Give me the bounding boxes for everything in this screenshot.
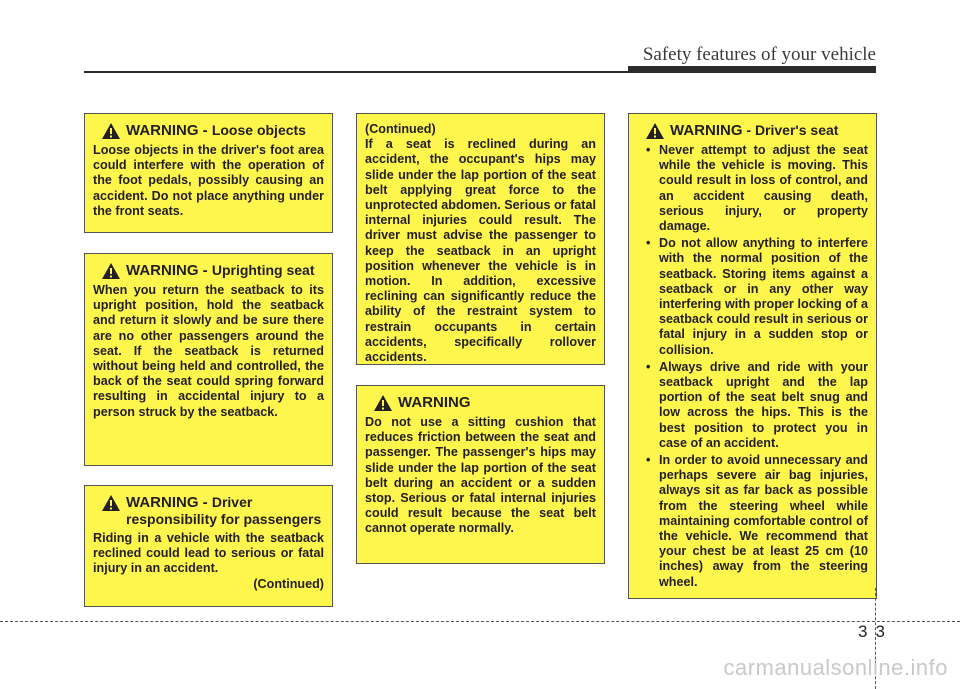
warning-label: WARNING - — [126, 494, 212, 511]
warning-title — [637, 122, 868, 140]
continued-label: (Continued) — [253, 576, 324, 591]
warning-sitting-cushion-box — [356, 385, 605, 564]
warning-subject: Uprighting seat — [211, 262, 315, 278]
header-rule — [84, 71, 876, 73]
warning-label: WARNING - — [126, 262, 212, 279]
warning-title — [365, 394, 596, 412]
warning-subject: - Driver's seat — [742, 122, 839, 138]
warning-text: Riding in a vehicle with the seatback reclined could lead to serious or fatal injury in an accident. — [93, 531, 324, 576]
continued-warning-box — [356, 113, 605, 365]
warning-drivers-seat-box — [628, 113, 877, 599]
bullet-item: • Never attempt to adjust the seat while the vehicle is moving. This could result in loss of control, and an accident causing death, serious injury, or property damage. — [637, 143, 868, 234]
bullet-item: • In order to avoid unnecessary and perhaps severe air bag injuries, always sit as far back as possible from the steering wheel while maintaining comfortable control of the vehicle. We recommend that your chest be at least 25 cm (10 inches) away from the steering wheel. — [637, 453, 868, 590]
bullet-item: • Always drive and ride with your seatback upright and the lap portion of the seat belt snug and low across the hips. This is the best position to protect you in case of an accident. — [637, 360, 868, 451]
warning-triangle-icon — [373, 394, 393, 412]
warning-driver-responsibility-box — [84, 485, 333, 607]
warning-title — [93, 262, 324, 280]
warning-text: If a seat is reclined during an accident, the occupant's hips may slide under the lap portion of the seat belt applying great force to the unprotected abdomen. Serious or fatal internal injuries could result. The driver must advise the passenger to keep the seatback in an upright position whenever the vehicle is in motion. In addition, excessive reclining can significantly reduce the ability of the restraint system to restrain occupants in certain accidents, specifically rollover accidents. — [365, 137, 596, 365]
warning-triangle-icon — [101, 262, 121, 280]
warning-text: Do not use a sitting cushion that reduces friction between the seat and passenger. The passenger's hips may slide under the lap portion of the seat belt during an accident or a sudden stop. Serious or fatal internal injuries could result because the seat belt cannot operate normally. — [365, 415, 596, 536]
warning-subject: Driver responsibility for passengers — [126, 494, 322, 527]
footer-dashed-line — [0, 621, 960, 622]
warning-subject: Loose objects — [211, 122, 306, 138]
warning-title — [93, 494, 324, 528]
watermark: carmanualsonline.info — [723, 655, 948, 680]
warning-loose-objects-box — [84, 113, 333, 233]
continued-label: (Continued) — [365, 122, 436, 136]
warning-text: When you return the seatback to its upright position, hold the seatback and return it slowly and be sure there are no other passengers around the seat. If the seatback is returned without being held and controlled, the back of the seat could spring forward resulting in accidental injury to a person struck by the seatback. — [93, 283, 324, 419]
warning-label: WARNING — [670, 122, 743, 139]
warning-label: WARNING — [398, 394, 471, 411]
warning-bullet-list — [637, 143, 868, 590]
warning-label: WARNING - — [126, 122, 212, 139]
warning-title — [93, 122, 324, 140]
section-header-title: Safety features of your vehicle — [642, 44, 876, 65]
page-number: 33 — [858, 622, 893, 641]
warning-text: Loose objects in the driver's foot area could interfere with the operation of the foot pedals, possibly causing an accident. Do not place anything under the front seats. — [93, 143, 324, 218]
warning-upright-seat-box — [84, 253, 333, 466]
warning-triangle-icon — [101, 122, 121, 140]
bullet-item: • Do not allow anything to interfere with the normal position of the seatback. Storing items against a seatback or in any other way interfering with proper locking of a seatback could result in serious or fatal injury in a sudden stop or collision. — [637, 236, 868, 358]
warning-triangle-icon — [645, 122, 665, 140]
warning-triangle-icon — [101, 494, 121, 512]
